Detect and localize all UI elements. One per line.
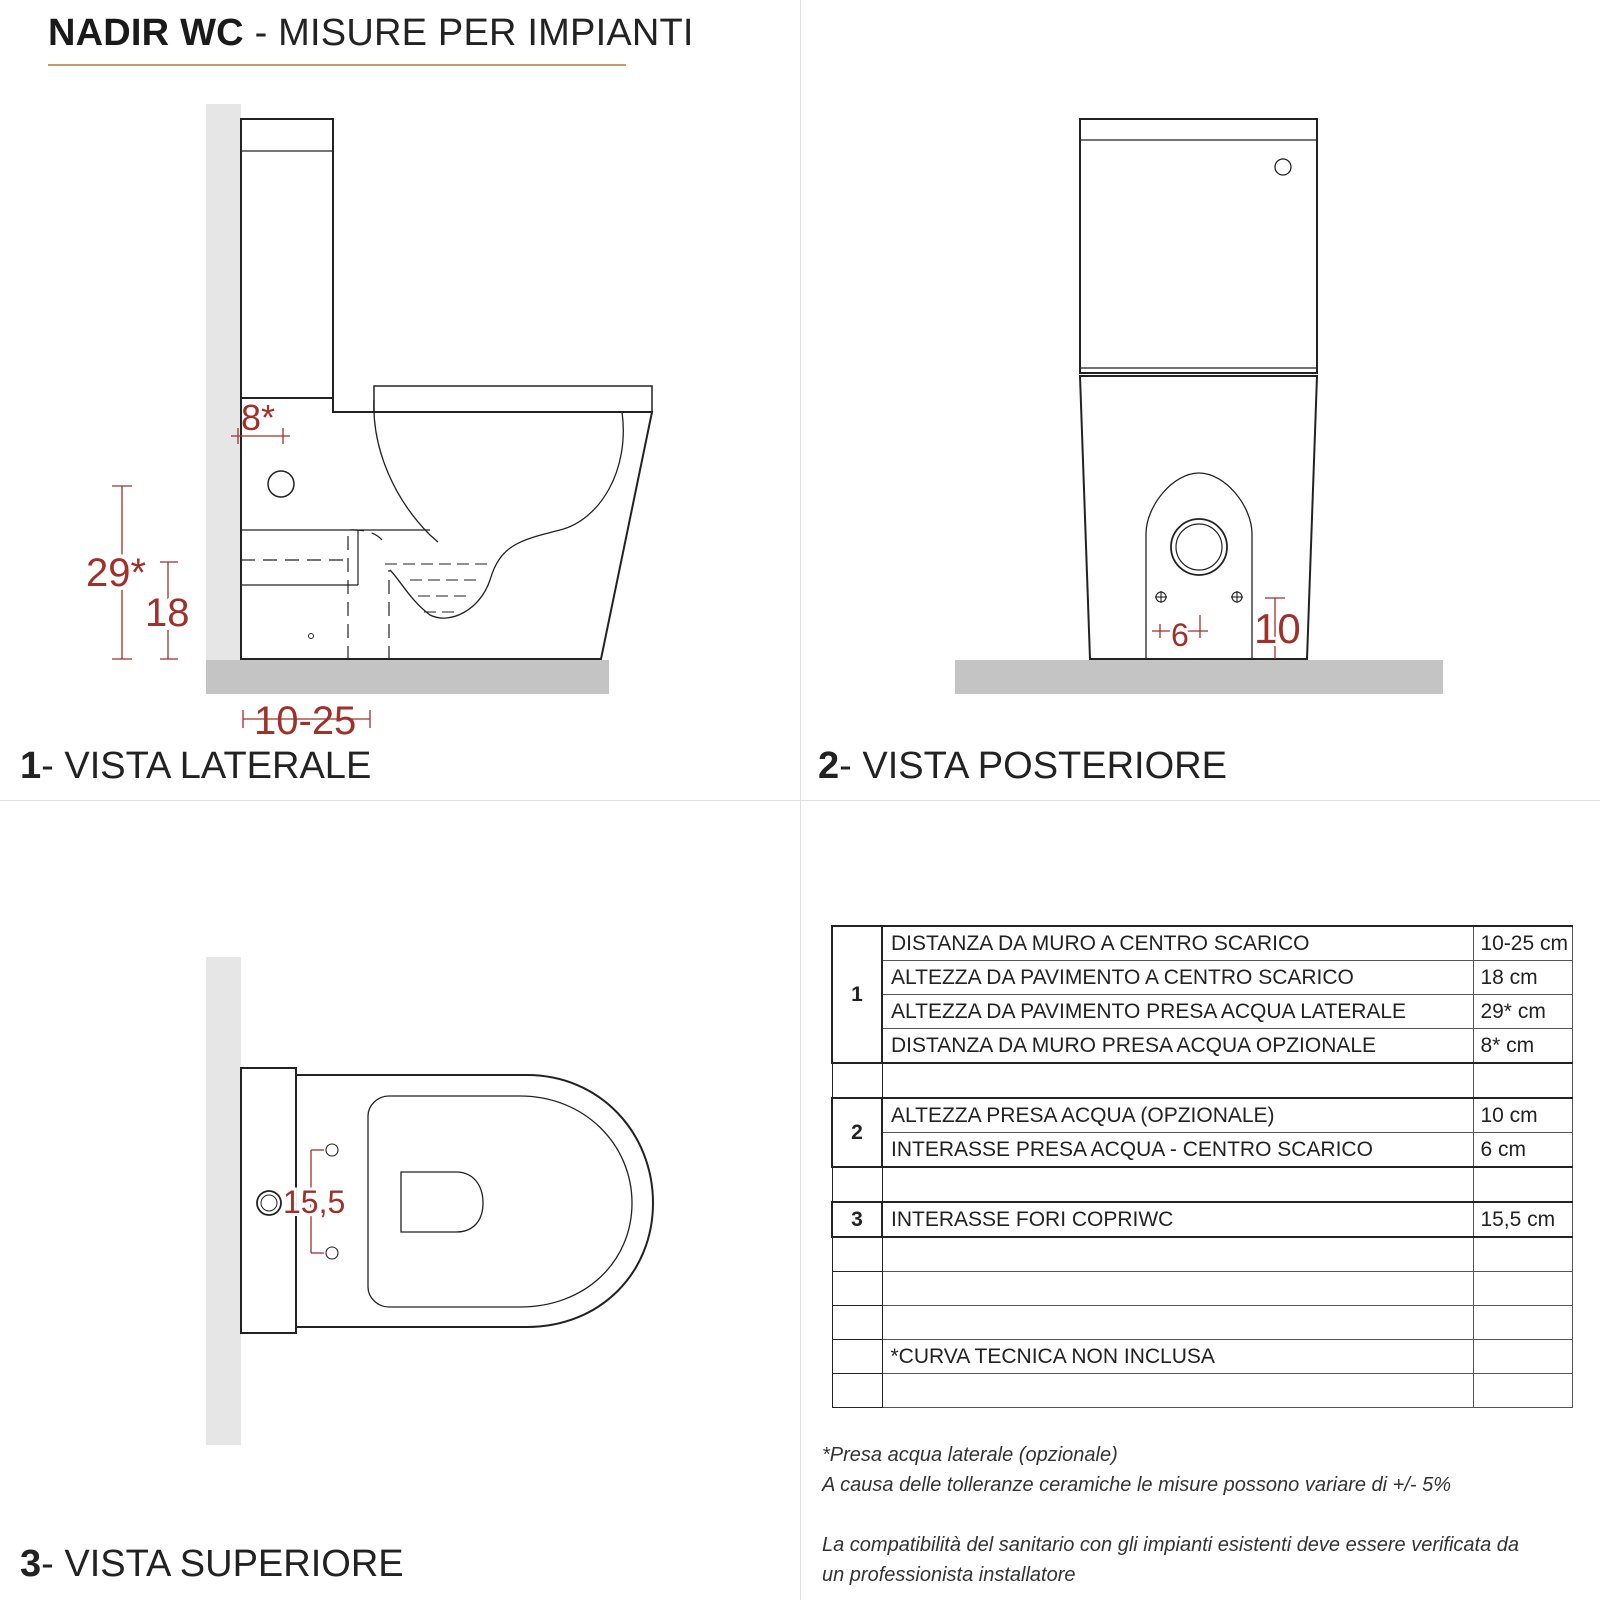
dim-side-18: 18 — [145, 591, 190, 635]
top-wall — [206, 957, 241, 1445]
top-lid-hole — [401, 1172, 483, 1232]
table-row-empty — [832, 1167, 1573, 1202]
dim-side-8: 8* — [241, 397, 276, 438]
table-row — [832, 995, 1573, 1029]
top-seat — [368, 1096, 632, 1307]
product-name: NADIR WC — [48, 12, 244, 54]
top-view-drawing — [206, 957, 653, 1445]
table-row-empty — [832, 1306, 1573, 1340]
view-label-side: 1- VISTA LATERALE — [20, 745, 372, 787]
table-row — [832, 1202, 1573, 1237]
table-desc: INTERASSE FORI COPRIWC — [882, 1202, 1474, 1237]
table-group-2: 2 — [832, 1098, 882, 1167]
table-row-note — [832, 1340, 1573, 1374]
table-value: 8* cm — [1474, 1029, 1573, 1064]
rear-tank — [1080, 119, 1317, 373]
table-row-empty — [832, 1272, 1573, 1306]
table-row — [832, 1133, 1573, 1168]
title-subtitle: - MISURE PER IMPIANTI — [254, 12, 694, 54]
rear-floor — [955, 660, 1443, 694]
side-seat — [374, 386, 652, 412]
table-row — [832, 926, 1573, 961]
view-label-top: 3- VISTA SUPERIORE — [20, 1543, 404, 1585]
view-label-rear: 2- VISTA POSTERIORE — [818, 745, 1227, 787]
side-water-inlet — [268, 471, 294, 497]
side-wall — [206, 104, 241, 660]
note-line: A causa delle tolleranze ceramiche le misure possono variare di +/- 5% — [822, 1474, 1452, 1496]
table-row — [832, 1029, 1573, 1064]
table-row — [832, 1098, 1573, 1133]
top-body — [296, 1075, 653, 1327]
table-desc: ALTEZZA PRESA ACQUA (OPZIONALE) — [882, 1098, 1474, 1133]
table-footnote: *CURVA TECNICA NON INCLUSA — [882, 1340, 1474, 1374]
table-value: 10 cm — [1474, 1098, 1573, 1133]
note-line: un professionista installatore — [822, 1564, 1076, 1586]
side-floor — [206, 660, 609, 694]
table-value: 6 cm — [1474, 1133, 1573, 1168]
side-body — [241, 398, 652, 659]
dim-side-29: 29* — [86, 551, 147, 595]
table-value: 18 cm — [1474, 961, 1573, 995]
table-value: 29* cm — [1474, 995, 1573, 1029]
note-line — [822, 1500, 1519, 1530]
note-line: *Presa acqua laterale (opzionale) — [822, 1444, 1118, 1466]
dim-rear-10: 10 — [1254, 605, 1301, 652]
table-desc: ALTEZZA DA PAVIMENTO PRESA ACQUA LATERALE — [882, 995, 1474, 1029]
table-value: 15,5 cm — [1474, 1202, 1573, 1237]
table-row-empty — [832, 1237, 1573, 1272]
table-desc: ALTEZZA DA PAVIMENTO A CENTRO SCARICO — [882, 961, 1474, 995]
table-row — [832, 961, 1573, 995]
dim-side-10-25: 10-25 — [254, 699, 357, 743]
rear-view-drawing — [955, 119, 1443, 694]
note-line: La compatibilità del sanitario con gli impianti esistenti deve essere verificata da — [822, 1534, 1520, 1556]
table-desc: INTERASSE PRESA ACQUA - CENTRO SCARICO — [882, 1133, 1474, 1168]
dim-rear-6: 6 — [1171, 617, 1189, 653]
footnotes — [822, 1440, 1519, 1590]
measurements-table — [831, 925, 1573, 1408]
table-group-1: 1 — [832, 926, 882, 1063]
table-row-empty — [832, 1374, 1573, 1408]
table-group-3: 3 — [832, 1202, 882, 1237]
table-desc: DISTANZA DA MURO A CENTRO SCARICO — [882, 926, 1474, 961]
rear-drain — [1171, 519, 1227, 575]
side-tank — [241, 119, 333, 398]
table-row-empty — [832, 1063, 1573, 1098]
table-value: 10-25 cm — [1474, 926, 1573, 961]
dim-top-15-5: 15,5 — [283, 1184, 346, 1220]
table-desc: DISTANZA DA MURO PRESA ACQUA OPZIONALE — [882, 1029, 1474, 1064]
